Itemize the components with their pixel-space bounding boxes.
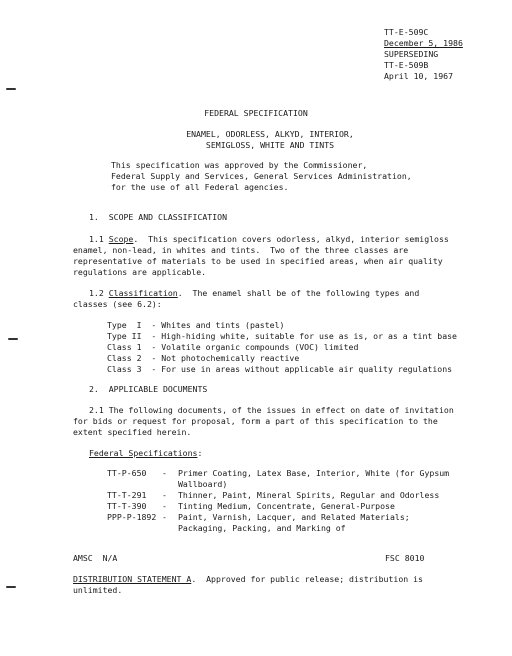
approval-line: for the use of all Federal agencies. <box>111 182 289 192</box>
type-item: Class 3 - For use in areas without applicable air quality regulations <box>107 364 453 374</box>
spec-desc: Thinner, Paint, Mineral Spirits, Regular and Odorless <box>178 490 440 500</box>
classification-line-1 <box>89 289 419 299</box>
federal-specs-title: Federal Specifications <box>89 448 198 458</box>
spec-id: TT-P-650 <box>107 468 147 478</box>
spec-id: PPP-P-1892 <box>107 512 157 522</box>
spec-id: TT-T-291 <box>107 490 147 500</box>
section-heading: 1. SCOPE AND CLASSIFICATION <box>89 212 228 222</box>
spec-dash: - <box>162 501 167 511</box>
scope-text: . This specification covers odorless, alkyd, interior semigloss <box>133 234 449 244</box>
superseding-label: SUPERSEDING <box>384 49 439 59</box>
scope-line-1 <box>89 235 449 245</box>
distribution-title: DISTRIBUTION STATEMENT A <box>73 574 192 584</box>
distribution-line-2: unlimited. <box>73 585 123 595</box>
doc-id: TT-E-509C <box>384 27 429 37</box>
amsc-label: AMSC N/A <box>73 553 118 563</box>
applicable-docs-line: for bids or request for proposal, form a part of this specification to the <box>73 416 438 426</box>
distribution-line-1 <box>73 575 423 585</box>
type-item: Type II - High-hiding white, suitable for use as is, or as a tint base <box>107 331 457 341</box>
classification-line: classes (see 6.2): <box>73 299 162 309</box>
spec-desc: Tinting Medium, Concentrate, General-Purpose <box>178 501 395 511</box>
spec-desc: Wallboard) <box>178 479 228 489</box>
fsc-label: FSC 8010 <box>385 553 425 563</box>
applicable-docs-line: 2.1 The following documents, of the issues in effect on date of invitation <box>89 405 454 415</box>
spec-title-line2: SEMIGLOSS, WHITE AND TINTS <box>205 140 335 150</box>
spec-title-line1: ENAMEL, ODORLESS, ALKYD, INTERIOR, <box>186 129 354 139</box>
spec-dash: - <box>162 468 167 478</box>
federal-specs-colon: : <box>197 448 203 458</box>
applicable-docs-line: extent specified herein. <box>73 427 192 437</box>
old-doc-date: April 10, 1967 <box>384 71 454 81</box>
spec-dash: - <box>162 490 167 500</box>
type-item: Class 2 - Not photochemically reactive <box>107 353 300 363</box>
scope-line: regulations are applicable. <box>73 267 207 277</box>
doc-date: December 5, 1986 <box>384 38 463 48</box>
spec-type-heading: FEDERAL SPECIFICATION <box>204 108 308 118</box>
margin-mark <box>6 586 16 588</box>
margin-mark <box>6 88 16 90</box>
classification-text: . The enamel shall be of the following types and <box>177 288 420 298</box>
spec-desc: Paint, Varnish, Lacquer, and Related Materials; <box>178 512 410 522</box>
distribution-text: . Approved for public release; distribution is <box>191 574 423 584</box>
type-item: Type I - Whites and tints (pastel) <box>107 320 285 330</box>
old-doc-id: TT-E-509B <box>384 60 429 70</box>
scope-title: Scope <box>108 234 134 244</box>
approval-line: This specification was approved by the Commissioner, <box>111 160 368 170</box>
spec-desc: Primer Coating, Latex Base, Interior, White (for Gypsum <box>178 468 450 478</box>
type-item: Class 1 - Volatile organic compounds (VOC) limited <box>107 342 359 352</box>
spec-dash: - <box>162 512 167 522</box>
margin-mark <box>8 338 18 340</box>
classification-title: Classification <box>108 288 178 298</box>
section-heading: 2. APPLICABLE DOCUMENTS <box>89 384 208 394</box>
scope-number: 1.1 <box>89 234 109 244</box>
spec-desc: Packaging, Packing, and Marking of <box>178 523 346 533</box>
scope-line: enamel, non-lead, in whites and tints. Two of the three classes are <box>73 245 409 255</box>
federal-specs-heading <box>89 449 202 459</box>
classification-number: 1.2 <box>89 288 109 298</box>
spec-id: TT-T-390 <box>107 501 147 511</box>
scope-line: representative of materials to be used in specified areas, when air quality <box>73 256 443 266</box>
approval-line: Federal Supply and Services, General Services Administration, <box>111 171 412 181</box>
